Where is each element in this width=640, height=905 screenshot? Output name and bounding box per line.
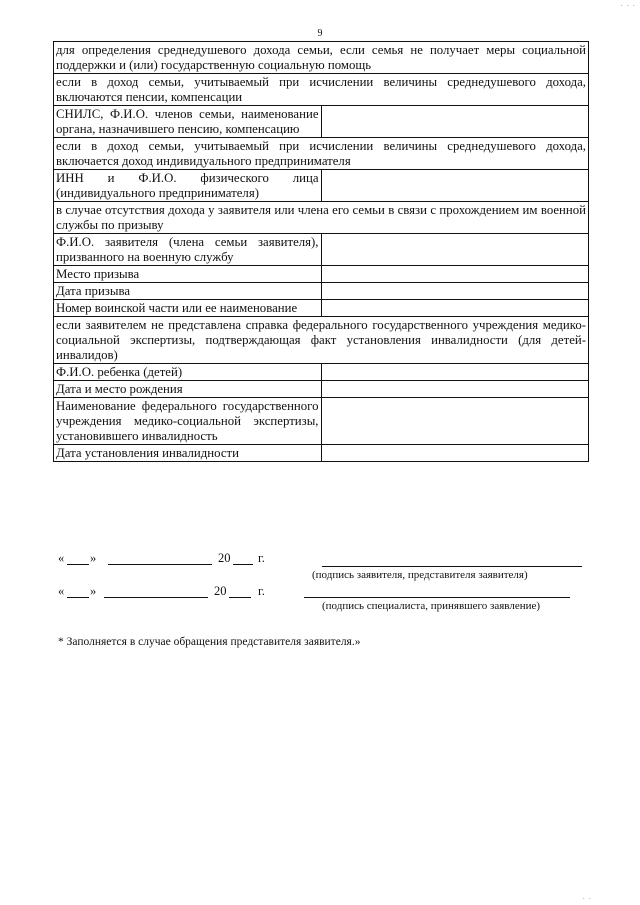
field-value-cell[interactable] [321, 364, 589, 381]
section-header-text: если заявителем не представлена справка федерального государственного учреждения медико-социальной экспертизы, подтверждающая факт установления инвалидности (для детей-инвалидов) [54, 317, 589, 364]
field-label: Ф.И.О. ребенка (детей) [54, 364, 322, 381]
field-row [54, 234, 589, 266]
month-field[interactable] [108, 564, 212, 565]
field-label: Наименование федерального государственного учреждения медико-социальной экспертизы, установившего инвалидность [54, 398, 322, 445]
signature-caption: (подпись заявителя, представителя заявителя) [312, 569, 528, 581]
field-value-cell[interactable] [321, 106, 589, 138]
section-header-text: для определения среднедушевого дохода семьи, если семья не получает меры социальной поддержки и (или) государственную социальную помощь [54, 42, 589, 74]
field-label: СНИЛС, Ф.И.О. членов семьи, наименование органа, назначившего пенсию, компенсацию [54, 106, 322, 138]
field-label: Дата и место рождения [54, 381, 322, 398]
section-header-row [54, 138, 589, 170]
field-label: Дата призыва [54, 283, 322, 300]
footnote: * Заполняется в случае обращения представителя заявителя.» [58, 636, 361, 648]
field-row [54, 300, 589, 317]
field-row [54, 398, 589, 445]
field-row [54, 364, 589, 381]
day-field[interactable] [67, 564, 89, 565]
field-label: Номер воинской части или ее наименование [54, 300, 322, 317]
date-open-quote: « [58, 584, 65, 598]
field-value-cell[interactable] [321, 445, 589, 462]
signature-line[interactable] [304, 597, 570, 598]
field-row [54, 445, 589, 462]
section-header-text: если в доход семьи, учитываемый при исчислении величины среднедушевого дохода, включаются пенсии, компенсации [54, 74, 589, 106]
scan-corner-mark-bottom: · · [582, 895, 592, 903]
field-value-cell[interactable] [321, 234, 589, 266]
section-header-row [54, 317, 589, 364]
scan-corner-mark-top: · · · [620, 2, 636, 10]
signature-line[interactable] [322, 566, 582, 567]
year-suffix: г. [258, 551, 265, 565]
field-label: Место призыва [54, 266, 322, 283]
field-label: ИНН и Ф.И.О. физического лица (индивидуального предпринимателя) [54, 170, 322, 202]
section-header-text: если в доход семьи, учитываемый при исчислении величины среднедушевого дохода, включается доход индивидуального предпринимателя [54, 138, 589, 170]
date-open-quote: « [58, 551, 65, 565]
field-value-cell[interactable] [321, 266, 589, 283]
section-header-text: в случае отсутствия дохода у заявителя или члена его семьи в связи с прохождением им военной службы по призыву [54, 202, 589, 234]
field-row [54, 381, 589, 398]
field-row [54, 170, 589, 202]
date-close-quote: » [90, 584, 97, 598]
month-field[interactable] [104, 597, 208, 598]
field-label: Дата установления инвалидности [54, 445, 322, 462]
field-value-cell[interactable] [321, 398, 589, 445]
date-close-quote: » [90, 551, 97, 565]
year-field[interactable] [229, 597, 251, 598]
year-prefix: 20 [218, 551, 231, 565]
field-value-cell[interactable] [321, 300, 589, 317]
section-header-row [54, 74, 589, 106]
field-value-cell[interactable] [321, 170, 589, 202]
year-prefix: 20 [214, 584, 227, 598]
field-row [54, 106, 589, 138]
section-header-row [54, 202, 589, 234]
field-label: Ф.И.О. заявителя (члена семьи заявителя), призванного на военную службу [54, 234, 322, 266]
field-value-cell[interactable] [321, 381, 589, 398]
section-header-row [54, 42, 589, 74]
year-suffix: г. [258, 584, 265, 598]
field-value-cell[interactable] [321, 283, 589, 300]
application-form-table [53, 41, 589, 462]
signature-caption: (подпись специалиста, принявшего заявление) [322, 600, 541, 612]
day-field[interactable] [67, 597, 89, 598]
year-field[interactable] [233, 564, 253, 565]
field-row [54, 266, 589, 283]
page-number: 9 [317, 28, 323, 39]
field-row [54, 283, 589, 300]
